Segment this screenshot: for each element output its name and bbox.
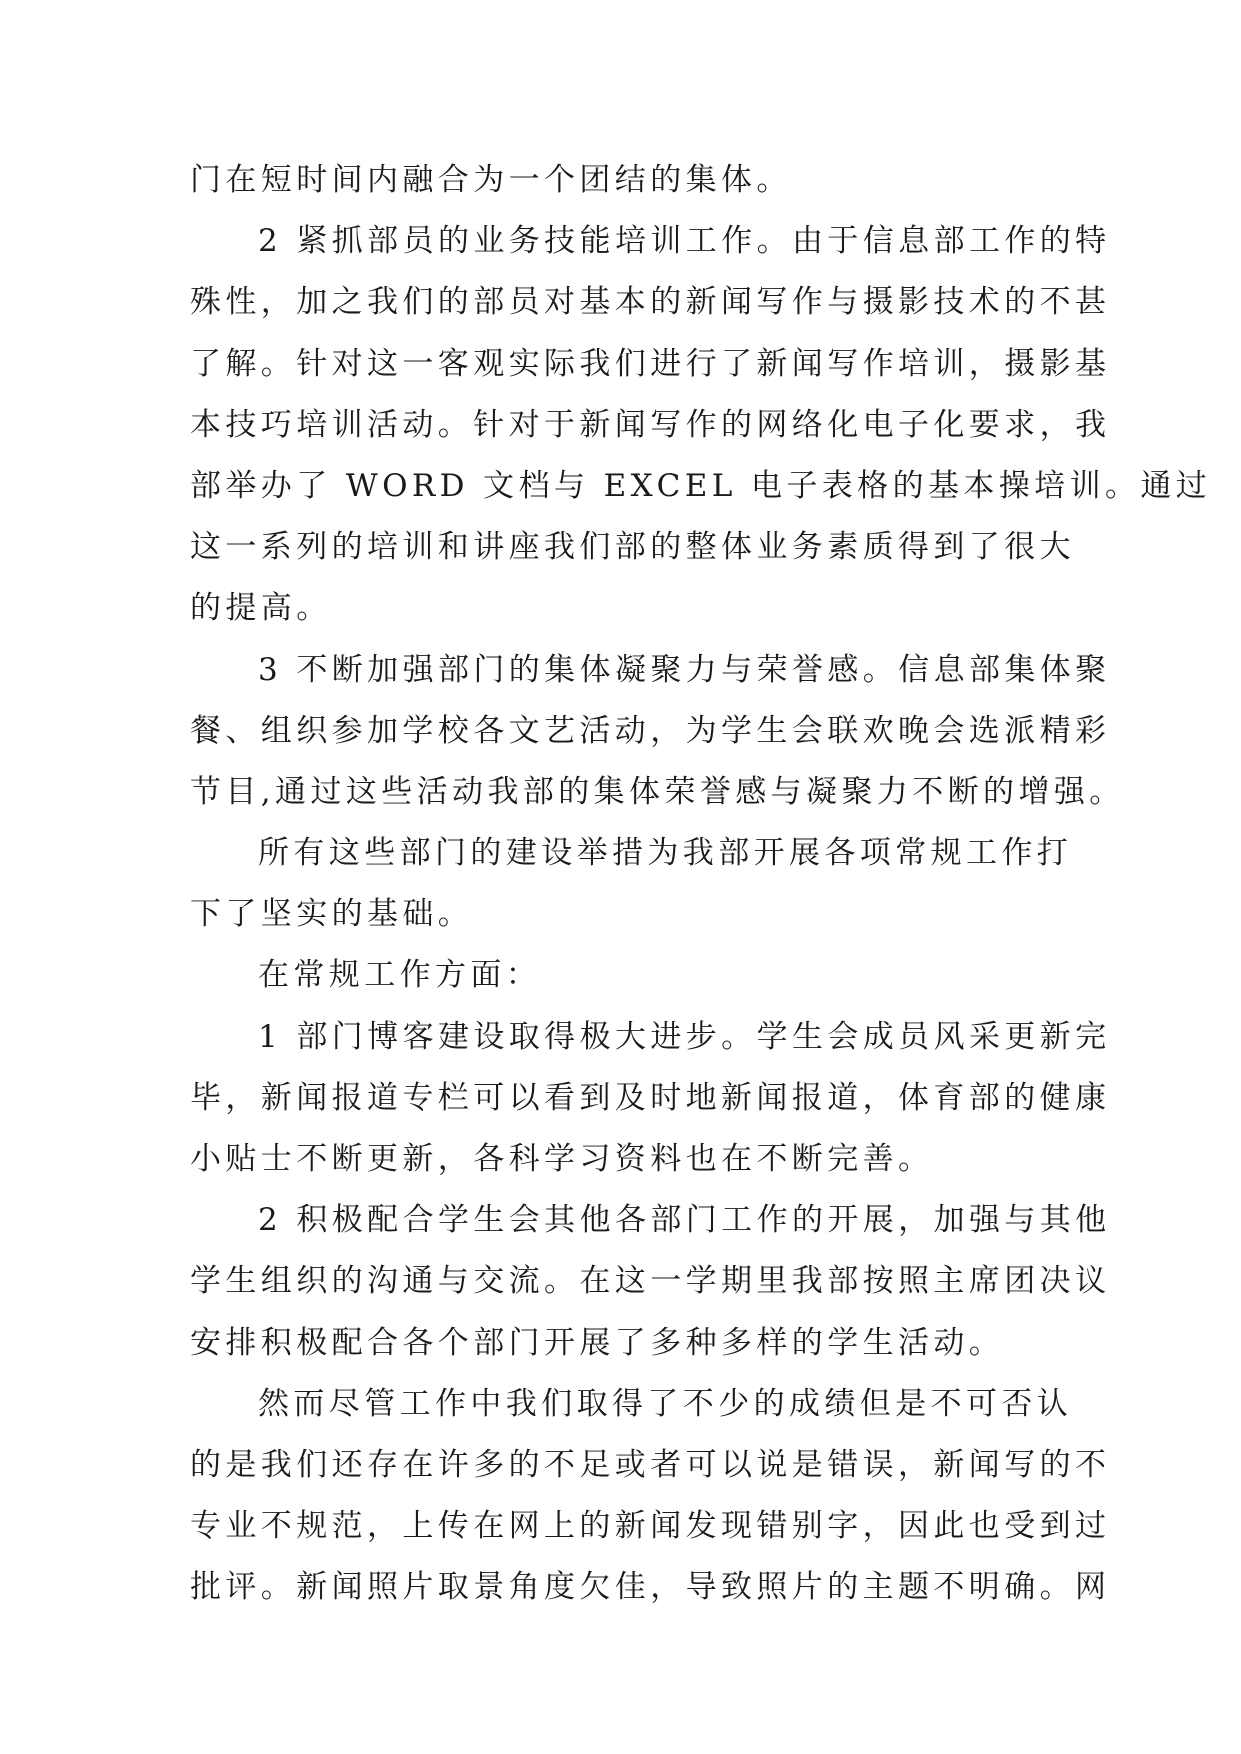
- text-line: 1 部门博客建设取得极大进步。学生会成员风采更新完: [258, 1018, 1111, 1055]
- text-line: 然而尽管工作中我们取得了不少的成绩但是不可否认: [258, 1385, 1073, 1422]
- text-line: 2 积极配合学生会其他各部门工作的开展，加强与其他: [258, 1202, 1111, 1239]
- text-line: 本技巧培训活动。针对于新闻写作的网络化电子化要求，我: [190, 406, 1111, 443]
- text-line: 3 不断加强部门的集体凝聚力与荣誉感。信息部集体聚: [258, 651, 1111, 688]
- text-line: 节目,通过这些活动我部的集体荣誉感与凝聚力不断的增强。: [190, 773, 1125, 810]
- text-line: 在常规工作方面：: [258, 957, 542, 994]
- text-line: 的是我们还存在许多的不足或者可以说是错误，新闻写的不: [190, 1446, 1111, 1483]
- text-line: 专业不规范，上传在网上的新闻发现错别字，因此也受到过: [190, 1508, 1111, 1545]
- text-line: 部举办了 WORD 文档与 EXCEL 电子表格的基本操培训。通过: [190, 467, 1212, 504]
- text-line: 这一系列的培训和讲座我们部的整体业务素质得到了很大: [190, 529, 1075, 566]
- text-line: 了解。针对这一客观实际我们进行了新闻写作培训，摄影基: [190, 345, 1111, 382]
- text-line: 批评。新闻照片取景角度欠佳，导致照片的主题不明确。网: [190, 1569, 1111, 1606]
- document-body: [190, 150, 1212, 1619]
- text-line: 小贴士不断更新，各科学习资料也在不断完善。: [190, 1141, 934, 1177]
- text-line: 的提高。: [190, 590, 332, 627]
- text-line: 下了坚实的基础。: [190, 896, 474, 933]
- text-line: 安排积极配合各个部门开展了多种多样的学生活动。: [190, 1324, 1005, 1361]
- text-line: 毕，新闻报道专栏可以看到及时地新闻报道，体育部的健康: [190, 1079, 1111, 1116]
- text-line: 餐、组织参加学校各文艺活动，为学生会联欢晚会选派精彩: [190, 712, 1111, 749]
- text-line: 2 紧抓部员的业务技能培训工作。由于信息部工作的特: [258, 223, 1111, 260]
- text-line: 学生组织的沟通与交流。在这一学期里我部按照主席团决议: [190, 1263, 1111, 1300]
- text-line: 殊性，加之我们的部员对基本的新闻写作与摄影技术的不甚: [190, 284, 1111, 321]
- text-line: 门在短时间内融合为一个团结的集体。: [190, 162, 792, 198]
- text-line: 所有这些部门的建设举措为我部开展各项常规工作打: [258, 835, 1073, 872]
